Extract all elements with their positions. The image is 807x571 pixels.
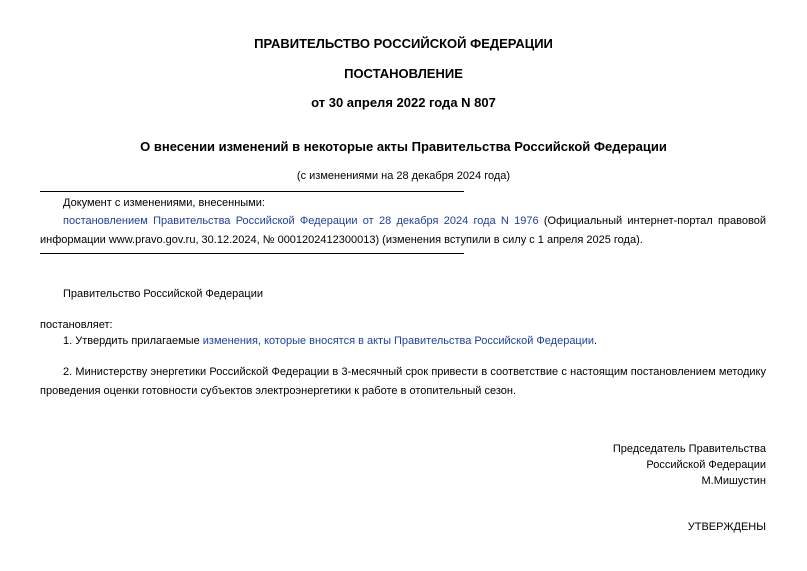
document-title: О внесении изменений в некоторые акты Правительства Российской Федерации (140, 139, 667, 154)
top-divider (40, 191, 464, 192)
signature-position-2: Российской Федерации (646, 459, 766, 471)
item-1-prefix: 1. Утвердить прилагаемые (63, 335, 203, 347)
issuer-line: Правительство Российской Федерации (63, 288, 263, 300)
signature-position-1: Председатель Правительства (612, 443, 766, 455)
changes-link[interactable]: изменения, которые вносятся в акты Правительства Российской Федерации (202, 335, 595, 347)
document-type: ПОСТАНОВЛЕНИЕ (344, 66, 463, 81)
changes-intro: Документ с изменениями, внесенными: (63, 197, 265, 209)
date-and-number: от 30 апреля 2022 года N 807 (311, 95, 496, 110)
resolves-line: постановляет: (40, 319, 113, 331)
approval-label: УТВЕРЖДЕНЫ (687, 521, 766, 533)
item-2: 2. Министерству энергетики Российской Федерации в 3-месячный срок привести в соответствие с настоящим постановлением методику проведения оценки готовности субъектов электроэнергетики к работе в отопительный сезон. (40, 366, 766, 397)
signature-name: М.Мишустин (701, 475, 766, 487)
bottom-divider (40, 253, 464, 254)
amending-act-link[interactable]: постановлением Правительства Российской Федерации от 28 декабря 2024 года N 1976 (63, 215, 539, 227)
item-1-suffix: . (594, 335, 598, 347)
amendments-note: (с изменениями на 28 декабря 2024 года) (296, 170, 511, 182)
government-heading: ПРАВИТЕЛЬСТВО РОССИЙСКОЙ ФЕДЕРАЦИИ (254, 36, 553, 51)
item-1 (40, 332, 766, 351)
changes-details: (Официальный интернет-портал правовой информации www.pravo.gov.ru, 30.12.2024, № 0001202412300013) (изменения вступили в силу с 1 апреля 2025 года). (40, 215, 766, 246)
changes-description (40, 212, 766, 250)
